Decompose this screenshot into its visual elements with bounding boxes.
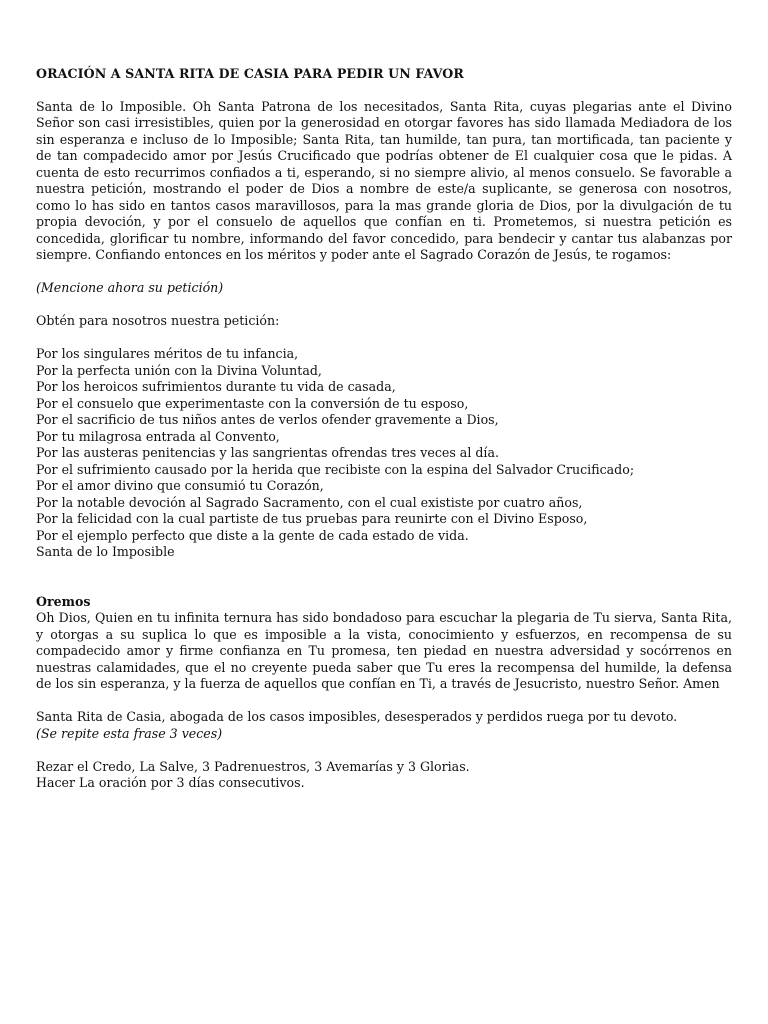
- litany-line: Por el amor divino que consumió tu Corazón,: [36, 478, 324, 493]
- litany-line: Por el sacrificio de tus niños antes de verlos ofender gravemente a Dios,: [36, 412, 499, 427]
- spacer: [36, 693, 732, 710]
- litany-line: Por la notable devoción al Sagrado Sacramento, con el cual exististe por cuatro años,: [36, 494, 583, 510]
- litany-line: Por las austeras penitencias y las sangrientas ofrendas tres veces al día.: [36, 445, 499, 460]
- spacer: [36, 561, 732, 594]
- litany-line: Por los singulares méritos de tu infancia,: [36, 346, 299, 361]
- repeat-note: (Se repite esta frase 3 veces): [36, 725, 223, 741]
- oremos-paragraph: Oh Dios, Quien en tu infinita ternura has sido bondadoso para escuchar la plegaria de Tu sierva, Santa Rita, y otorgas a su suplica lo que es imposible a la vista, conocimiento y esfuerzos, en recompensa de su compadecido amor y firme confianza en Tu promesa, ten piedad en nuestra adversidad y socórrenos en nuestras calamidades, que el no creyente pueda saber que Tu eres la recompensa del humilde, la defensa de los sin esperanza, y la fuerza de aquellos que confían en Ti, a través de Jesucristo, nuestro Señor. Amen: [36, 610, 732, 691]
- spacer: [36, 264, 732, 281]
- litany-line: Por el consuelo que experimentaste con la conversión de tu esposo,: [36, 395, 469, 411]
- litany-line: Por el sufrimiento causado por la herida que recibiste con la espina del Salvador Crucificado;: [36, 461, 635, 477]
- intro-paragraph: Santa de lo Imposible. Oh Santa Patrona de los necesitados, Santa Rita, cuyas plegarias ante el Divino Señor son casi irresistibles, quien por la generosidad en otorgar favores has sido llamada Mediadora de los sin esperanza e incluso de lo Imposible; Santa Rita, tan humilde, tan pura, tan mortificada, tan paciente y de tan compadecido amor por Jesús Crucificado que podrías obtener de El cualquier cosa que le pidas. A cuenta de esto recurrimos confiados a ti, esperando, si no siempre alivio, al menos consuelo. Se favorable a nuestra petición, mostrando el poder de Dios a nombre de este/a suplicante, se generosa con nosotros, como lo has sido en tantos casos maravillosos, para la mas grande gloria de Dios, por la divulgación de tu propia devoción, y por el consuelo de aquellos que confían en ti. Prometemos, si nuestra petición es concedida, glorificar tu nombre, informando del favor concedido, para bendecir y cantar tus alabanzas por siempre. Confiando entonces en los méritos y poder ante el Sagrado Corazón de Jesús, te rogamos:: [36, 98, 732, 262]
- oremos-heading: Oremos: [36, 593, 91, 609]
- spacer: [36, 742, 732, 759]
- litany-list: [36, 346, 732, 561]
- closing-line: Santa Rita de Casia, abogada de los casos imposibles, desesperados y perdidos ruega por tu devoto.: [36, 709, 678, 724]
- instruction-line: Rezar el Credo, La Salve, 3 Padrenuestros, 3 Avemarías y 3 Glorias.: [36, 758, 470, 774]
- litany-line: Por el ejemplo perfecto que diste a la gente de cada estado de vida.: [36, 527, 469, 543]
- litany-line: Santa de lo Imposible: [36, 544, 175, 559]
- litany-line: Por la perfecta unión con la Divina Voluntad,: [36, 362, 322, 378]
- page-title: ORACIÓN A SANTA RITA DE CASIA PARA PEDIR UN FAVOR: [36, 66, 464, 81]
- spacer: [36, 297, 732, 314]
- litany-line: Por la felicidad con la cual partiste de tus pruebas para reunirte con el Divino Esposo,: [36, 511, 588, 526]
- request-line: Obtén para nosotros nuestra petición:: [36, 313, 280, 328]
- instruction-line: Hacer La oración por 3 días consecutivos.: [36, 775, 305, 790]
- litany-line: Por los heroicos sufrimientos durante tu vida de casada,: [36, 379, 396, 394]
- petition-note: (Mencione ahora su petición): [36, 280, 224, 295]
- spacer: [36, 330, 732, 347]
- litany-line: Por tu milagrosa entrada al Convento,: [36, 428, 280, 444]
- document-page: [36, 66, 732, 792]
